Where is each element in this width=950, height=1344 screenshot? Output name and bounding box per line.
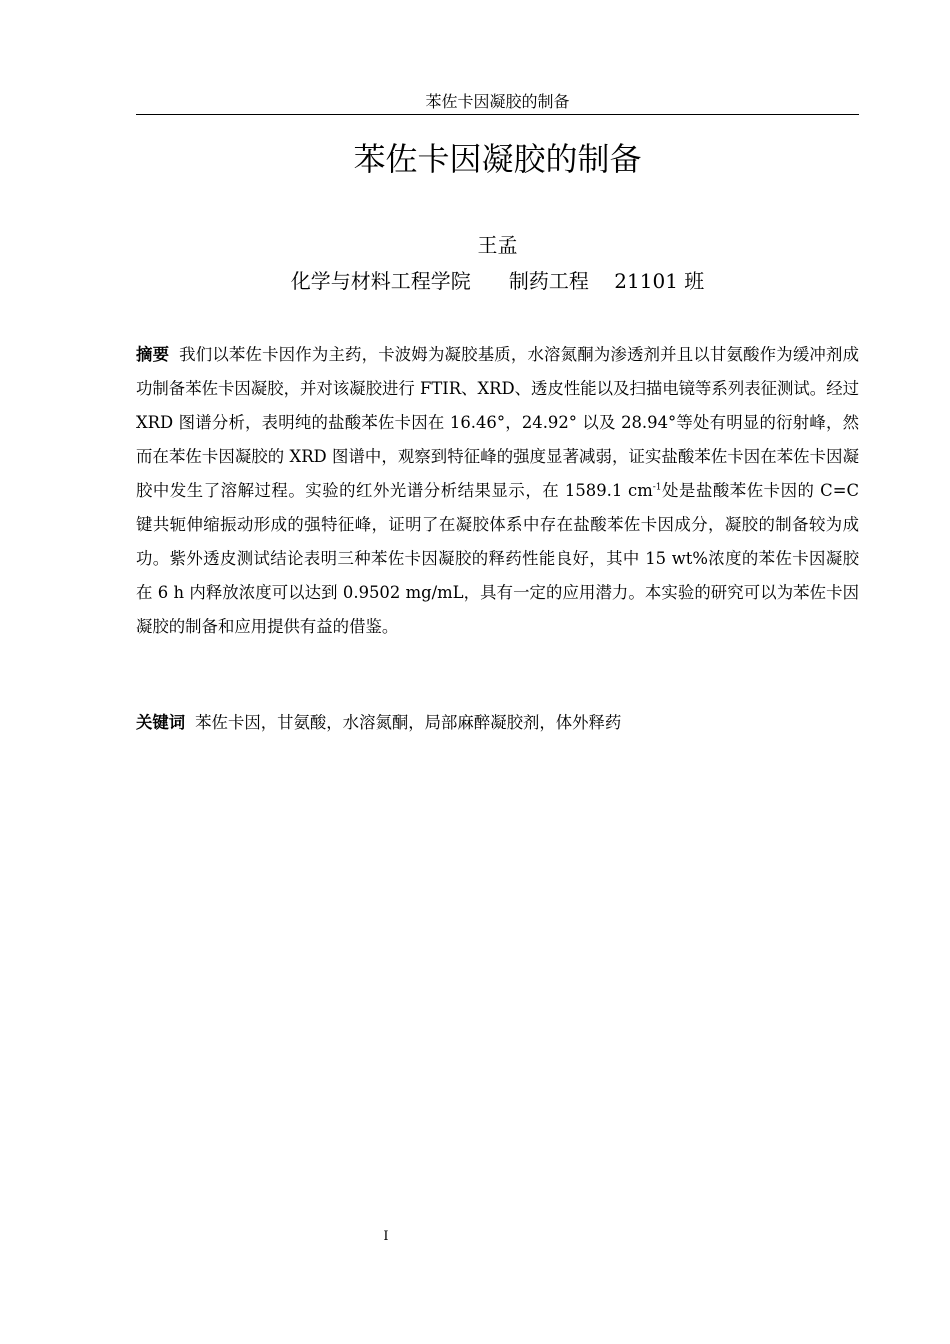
abstract-label: 摘要 <box>136 345 170 364</box>
wavenumber-superscript: -1 <box>652 482 662 493</box>
keywords-label: 关键词 <box>136 713 186 732</box>
author-name: 王孟 <box>477 233 518 257</box>
keywords-text: 苯佐卡因，甘氨酸，水溶氮酮，局部麻醉凝胶剂，体外释药 <box>195 713 622 732</box>
keywords-paragraph <box>136 706 859 740</box>
abstract-text-part1: 我们以苯佐卡因作为主药，卡波姆为凝胶基质，水溶氮酮为渗透剂并且以甘氨酸作为缓冲剂成功制备苯佐卡因凝胶，并对该凝胶进行 FTIR、XRD、透皮性能以及扫描电镜等系列表征测试。经过 XRD 图谱分析，表明纯的盐酸苯佐卡因在 16.46°，24.92° 以及 28.94°等处有明显的衍射峰，然而在苯佐卡因凝胶的 XRD 图谱中，观察到特征峰的强度显著减弱，证实盐酸苯佐卡因在苯佐卡因凝胶中发生了溶解过程。实验的红外光谱分析结果显示，在 1589.1 cm <box>136 345 859 500</box>
header-rule <box>136 114 859 115</box>
abstract-paragraph <box>136 338 859 644</box>
page-number: I <box>383 1229 389 1244</box>
abstract-text-part2: 处是盐酸苯佐卡因的 C=C 键共轭伸缩振动形成的强特征峰，证明了在凝胶体系中存在盐酸苯佐卡因成分，凝胶的制备较为成功。紫外透皮测试结论表明三种苯佐卡因凝胶的释药性能良好，其中 15 wt%浓度的苯佐卡因凝胶在 6 h 内释放浓度可以达到 0.9502 mg/mL，具有一定的应用潜力。本实验的研究可以为苯佐卡因凝胶的制备和应用提供有益的借鉴。 <box>136 481 859 636</box>
paper-title: 苯佐卡因凝胶的制备 <box>353 140 642 178</box>
author-affiliation: 化学与材料工程学院 制药工程 21101 班 <box>290 269 705 293</box>
running-header: 苯佐卡因凝胶的制备 <box>425 92 570 111</box>
